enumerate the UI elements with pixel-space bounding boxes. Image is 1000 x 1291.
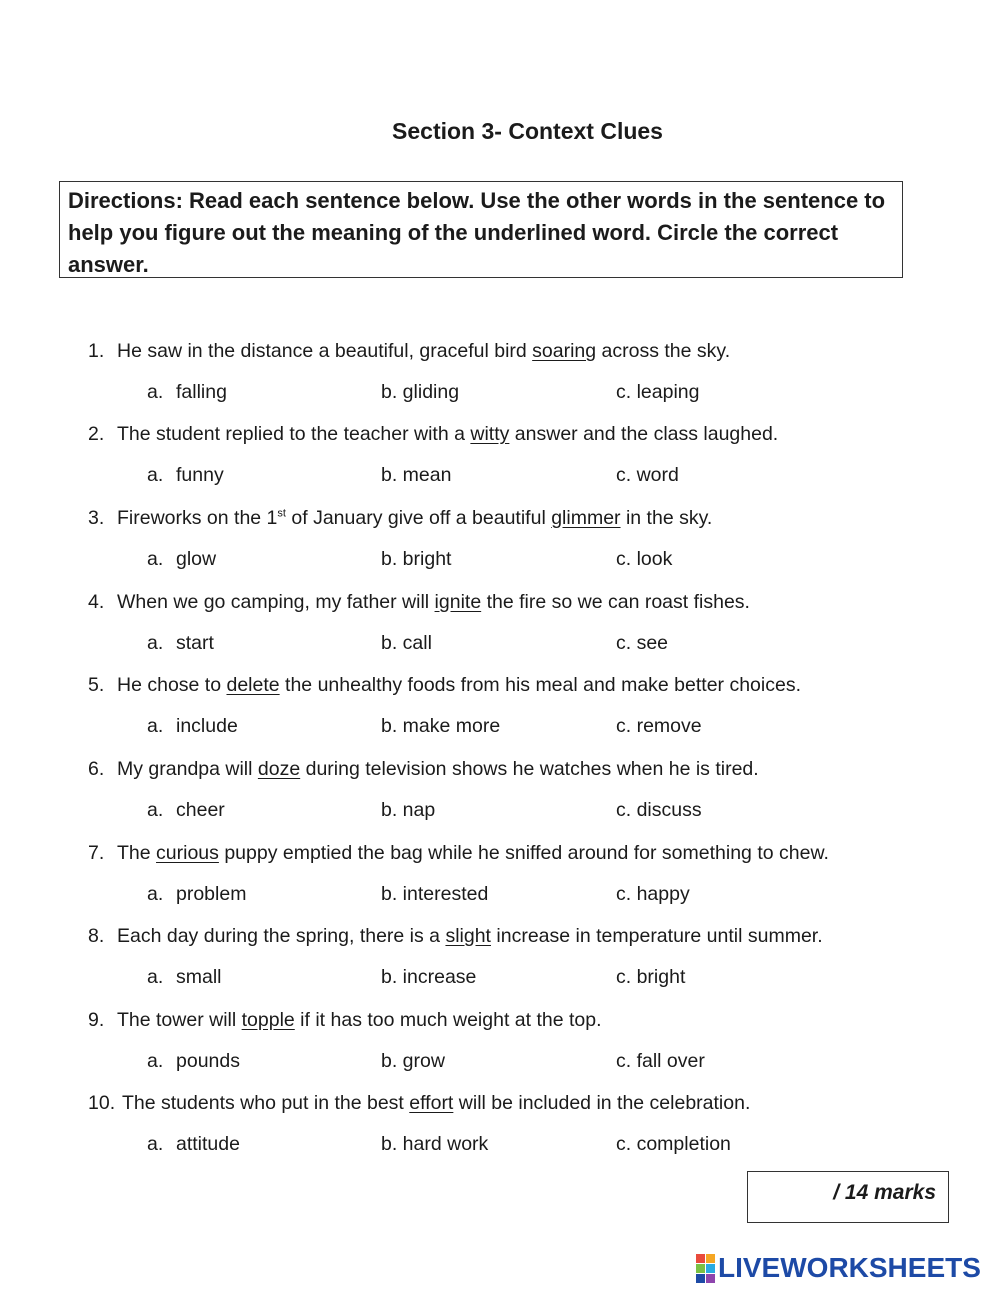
question-stem: [117, 674, 801, 697]
stem-text: He chose to: [117, 674, 227, 696]
question-stem: [117, 1009, 602, 1032]
underlined-word: glimmer: [551, 507, 621, 529]
question-number: 8.: [88, 925, 105, 947]
option-c[interactable]: c. leaping: [616, 381, 700, 403]
option-a-label: a.: [147, 1050, 164, 1072]
stem-text: The student replied to the teacher with a: [117, 423, 471, 445]
option-b[interactable]: b. nap: [381, 799, 436, 821]
question-number: 10.: [88, 1092, 116, 1114]
option-a[interactable]: problem: [176, 883, 247, 905]
stem-text: the unhealthy foods from his meal and make better choices.: [279, 674, 801, 696]
option-a[interactable]: attitude: [176, 1133, 240, 1155]
option-c[interactable]: c. word: [616, 464, 679, 486]
option-c[interactable]: c. bright: [616, 966, 686, 988]
stem-text: across the sky.: [596, 340, 731, 362]
underlined-word: effort: [409, 1092, 454, 1114]
stem-text: in the sky.: [620, 507, 713, 529]
option-c[interactable]: c. completion: [616, 1133, 731, 1155]
stem-text: Fireworks on the 1: [117, 507, 278, 529]
question-number: 5.: [88, 674, 105, 696]
option-b[interactable]: b. interested: [381, 883, 489, 905]
option-a[interactable]: small: [176, 966, 222, 988]
underlined-word: ignite: [434, 591, 482, 613]
question-number: 3.: [88, 507, 105, 529]
stem-text: He saw in the distance a beautiful, graceful bird: [117, 340, 533, 362]
stem-text: of January give off a beautiful: [285, 507, 552, 529]
stem-text: Each day during the spring, there is a: [117, 925, 446, 947]
stem-text: The: [117, 842, 157, 864]
question-stem: [117, 340, 730, 363]
marks-box: / 14 marks: [747, 1171, 949, 1223]
option-a-label: a.: [147, 1133, 164, 1155]
option-b[interactable]: b. gliding: [381, 381, 460, 403]
question-number: 7.: [88, 842, 105, 864]
option-c[interactable]: c. happy: [616, 883, 690, 905]
option-c[interactable]: c. remove: [616, 715, 702, 737]
option-b[interactable]: b. call: [381, 632, 432, 654]
underlined-word: delete: [226, 674, 280, 696]
stem-text: My grandpa will: [117, 758, 258, 780]
stem-text: during television shows he watches when he is tired.: [300, 758, 759, 780]
question-number: 2.: [88, 423, 105, 445]
question-number: 1.: [88, 340, 105, 362]
question-stem: [117, 842, 829, 865]
stem-text: will be included in the celebration.: [453, 1092, 751, 1114]
option-b[interactable]: b. bright: [381, 548, 452, 570]
stem-text: The students who put in the best: [122, 1092, 410, 1114]
question-number: 6.: [88, 758, 105, 780]
option-a[interactable]: funny: [176, 464, 224, 486]
option-a-label: a.: [147, 799, 164, 821]
option-b[interactable]: b. increase: [381, 966, 477, 988]
option-a[interactable]: include: [176, 715, 238, 737]
question-stem: [117, 925, 823, 948]
option-a[interactable]: glow: [176, 548, 217, 570]
question-stem: [117, 758, 759, 781]
option-a-label: a.: [147, 381, 164, 403]
option-c[interactable]: c. look: [616, 548, 673, 570]
question-stem: [122, 1092, 750, 1115]
underlined-word: witty: [470, 423, 510, 445]
underlined-word: topple: [241, 1009, 295, 1031]
brand-text: LIVEWORKSHEETS: [718, 1252, 981, 1283]
option-b[interactable]: b. make more: [381, 715, 501, 737]
option-b[interactable]: b. hard work: [381, 1133, 489, 1155]
section-title: Section 3- Context Clues: [392, 118, 663, 144]
underlined-word: doze: [257, 758, 301, 780]
option-c[interactable]: c. fall over: [616, 1050, 705, 1072]
liveworksheets-icon: [696, 1254, 715, 1283]
stem-text: puppy emptied the bag while he sniffed around for something to chew.: [218, 842, 829, 864]
option-a[interactable]: falling: [176, 381, 227, 403]
question-stem: [117, 423, 778, 446]
underlined-word: soaring: [532, 340, 597, 362]
option-a[interactable]: pounds: [176, 1050, 240, 1072]
option-a-label: a.: [147, 883, 164, 905]
option-a-label: a.: [147, 715, 164, 737]
option-a[interactable]: start: [176, 632, 214, 654]
question-number: 9.: [88, 1009, 105, 1031]
stem-text: The tower will: [117, 1009, 242, 1031]
option-b[interactable]: b. mean: [381, 464, 452, 486]
question-stem: [117, 591, 750, 614]
option-c[interactable]: c. see: [616, 632, 669, 654]
stem-text: When we go camping, my father will: [117, 591, 435, 613]
option-a-label: a.: [147, 966, 164, 988]
option-a-label: a.: [147, 464, 164, 486]
option-a-label: a.: [147, 548, 164, 570]
question-stem: [117, 507, 712, 530]
stem-text: if it has too much weight at the top.: [294, 1009, 602, 1031]
option-a-label: a.: [147, 632, 164, 654]
option-b[interactable]: b. grow: [381, 1050, 445, 1072]
stem-text: the fire so we can roast fishes.: [481, 591, 750, 613]
stem-text: increase in temperature until summer.: [490, 925, 823, 947]
option-c[interactable]: c. discuss: [616, 799, 702, 821]
option-a[interactable]: cheer: [176, 799, 225, 821]
underlined-word: slight: [445, 925, 491, 947]
directions-box: Directions: Read each sentence below. Use the other words in the sentence to help you figure out the meaning of the underlined word. Circle the correct answer.: [59, 181, 903, 278]
ordinal-suffix: st: [277, 507, 286, 520]
liveworksheets-logo: [696, 1252, 981, 1284]
question-number: 4.: [88, 591, 105, 613]
stem-text: answer and the class laughed.: [509, 423, 779, 445]
underlined-word: curious: [156, 842, 219, 864]
